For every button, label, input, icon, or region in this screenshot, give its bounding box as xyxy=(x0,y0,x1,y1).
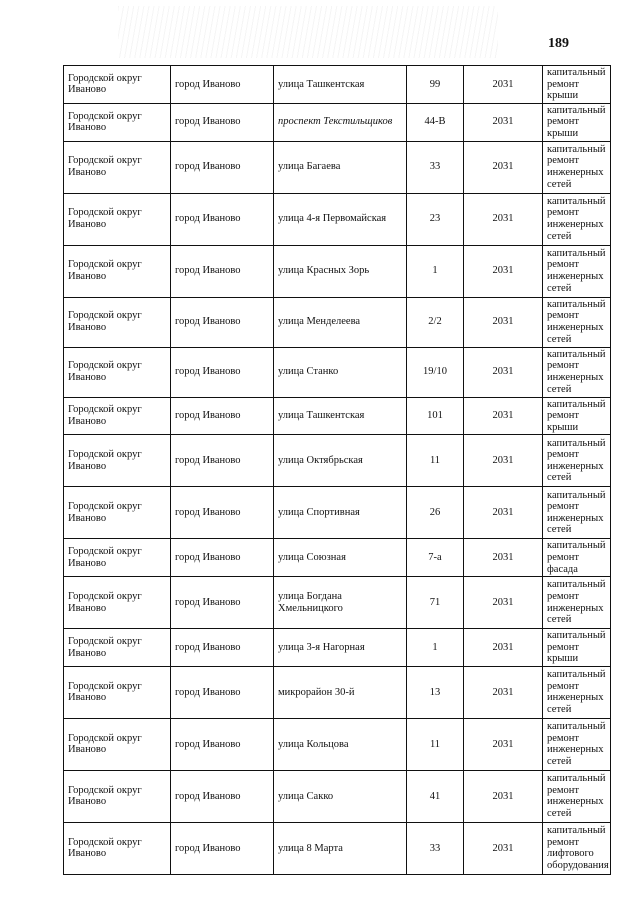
cell-district: Городской округ Иваново xyxy=(64,435,171,487)
cell-work-type: капитальный ремонт лифтового оборудования xyxy=(543,822,611,874)
cell-house-number: 1 xyxy=(407,629,464,667)
cell-work-type: капитальный ремонт инженерных сетей xyxy=(543,245,611,297)
repair-table xyxy=(63,65,611,875)
cell-house-number: 2/2 xyxy=(407,297,464,347)
cell-work-type: капитальный ремонт инженерных сетей xyxy=(543,666,611,718)
cell-year: 2031 xyxy=(464,66,543,104)
table-row xyxy=(64,435,611,487)
cell-district: Городской округ Иваново xyxy=(64,629,171,667)
cell-work-type: капитальный ремонт инженерных сетей xyxy=(543,435,611,487)
table-row xyxy=(64,193,611,245)
cell-house-number: 13 xyxy=(407,666,464,718)
table-row xyxy=(64,245,611,297)
cell-district: Городской округ Иваново xyxy=(64,666,171,718)
cell-street: улица Станко xyxy=(274,347,407,397)
cell-work-type: капитальный ремонт крыши xyxy=(543,397,611,435)
cell-city: город Иваново xyxy=(171,347,274,397)
cell-house-number: 101 xyxy=(407,397,464,435)
cell-district: Городской округ Иваново xyxy=(64,103,171,141)
cell-house-number: 41 xyxy=(407,770,464,822)
cell-house-number: 11 xyxy=(407,718,464,770)
cell-year: 2031 xyxy=(464,141,543,193)
cell-work-type: капитальный ремонт инженерных сетей xyxy=(543,347,611,397)
cell-street: улица Богдана Хмельницкого xyxy=(274,577,407,629)
cell-district: Городской округ Иваново xyxy=(64,193,171,245)
cell-year: 2031 xyxy=(464,718,543,770)
cell-district: Городской округ Иваново xyxy=(64,577,171,629)
cell-year: 2031 xyxy=(464,245,543,297)
cell-year: 2031 xyxy=(464,103,543,141)
cell-city: город Иваново xyxy=(171,103,274,141)
cell-house-number: 44-В xyxy=(407,103,464,141)
cell-district: Городской округ Иваново xyxy=(64,770,171,822)
cell-city: город Иваново xyxy=(171,66,274,104)
cell-street: улица Спортивная xyxy=(274,487,407,539)
cell-city: город Иваново xyxy=(171,629,274,667)
cell-city: город Иваново xyxy=(171,193,274,245)
cell-work-type: капитальный ремонт инженерных сетей xyxy=(543,770,611,822)
cell-street: улица 8 Марта xyxy=(274,822,407,874)
cell-year: 2031 xyxy=(464,347,543,397)
cell-house-number: 19/10 xyxy=(407,347,464,397)
cell-district: Городской округ Иваново xyxy=(64,539,171,577)
cell-street: улица Менделеева xyxy=(274,297,407,347)
cell-street: улица 3-я Нагорная xyxy=(274,629,407,667)
cell-house-number: 33 xyxy=(407,141,464,193)
scan-noise xyxy=(118,6,498,58)
cell-year: 2031 xyxy=(464,487,543,539)
cell-city: город Иваново xyxy=(171,487,274,539)
table-row xyxy=(64,629,611,667)
page-number: 189 xyxy=(548,36,569,51)
cell-street: улица Кольцова xyxy=(274,718,407,770)
cell-district: Городской округ Иваново xyxy=(64,141,171,193)
table-row xyxy=(64,297,611,347)
cell-street: улица Красных Зорь xyxy=(274,245,407,297)
cell-work-type: капитальный ремонт крыши xyxy=(543,103,611,141)
cell-city: город Иваново xyxy=(171,666,274,718)
table-row xyxy=(64,539,611,577)
cell-house-number: 1 xyxy=(407,245,464,297)
table-row xyxy=(64,103,611,141)
cell-city: город Иваново xyxy=(171,397,274,435)
cell-district: Городской округ Иваново xyxy=(64,245,171,297)
cell-city: город Иваново xyxy=(171,577,274,629)
table-row xyxy=(64,141,611,193)
cell-house-number: 11 xyxy=(407,435,464,487)
cell-work-type: капитальный ремонт инженерных сетей xyxy=(543,141,611,193)
cell-house-number: 33 xyxy=(407,822,464,874)
cell-city: город Иваново xyxy=(171,141,274,193)
cell-house-number: 71 xyxy=(407,577,464,629)
cell-district: Городской округ Иваново xyxy=(64,822,171,874)
cell-house-number: 7-а xyxy=(407,539,464,577)
cell-street: проспект Текстильщиков xyxy=(274,103,407,141)
cell-year: 2031 xyxy=(464,539,543,577)
cell-district: Городской округ Иваново xyxy=(64,397,171,435)
cell-house-number: 26 xyxy=(407,487,464,539)
cell-street: улица Сакко xyxy=(274,770,407,822)
cell-street: улица Ташкентская xyxy=(274,397,407,435)
table-row xyxy=(64,718,611,770)
cell-year: 2031 xyxy=(464,822,543,874)
table-row xyxy=(64,66,611,104)
cell-work-type: капитальный ремонт инженерных сетей xyxy=(543,297,611,347)
cell-street: улица Багаева xyxy=(274,141,407,193)
table-row xyxy=(64,666,611,718)
table-row xyxy=(64,397,611,435)
cell-work-type: капитальный ремонт крыши xyxy=(543,629,611,667)
cell-year: 2031 xyxy=(464,666,543,718)
cell-district: Городской округ Иваново xyxy=(64,297,171,347)
cell-year: 2031 xyxy=(464,435,543,487)
cell-district: Городской округ Иваново xyxy=(64,487,171,539)
cell-city: город Иваново xyxy=(171,297,274,347)
table-row xyxy=(64,347,611,397)
cell-city: город Иваново xyxy=(171,770,274,822)
cell-house-number: 99 xyxy=(407,66,464,104)
cell-work-type: капитальный ремонт крыши xyxy=(543,66,611,104)
cell-city: город Иваново xyxy=(171,435,274,487)
cell-house-number: 23 xyxy=(407,193,464,245)
cell-street: улица Союзная xyxy=(274,539,407,577)
cell-work-type: капитальный ремонт инженерных сетей xyxy=(543,577,611,629)
cell-city: город Иваново xyxy=(171,822,274,874)
cell-year: 2031 xyxy=(464,577,543,629)
cell-work-type: капитальный ремонт инженерных сетей xyxy=(543,193,611,245)
cell-district: Городской округ Иваново xyxy=(64,718,171,770)
cell-year: 2031 xyxy=(464,629,543,667)
cell-street: улица Ташкентская xyxy=(274,66,407,104)
cell-year: 2031 xyxy=(464,297,543,347)
cell-city: город Иваново xyxy=(171,539,274,577)
cell-street: улица Октябрьская xyxy=(274,435,407,487)
cell-year: 2031 xyxy=(464,770,543,822)
cell-district: Городской округ Иваново xyxy=(64,347,171,397)
cell-year: 2031 xyxy=(464,193,543,245)
cell-city: город Иваново xyxy=(171,718,274,770)
table-row xyxy=(64,770,611,822)
cell-year: 2031 xyxy=(464,397,543,435)
table-row xyxy=(64,487,611,539)
cell-street: микрорайон 30-й xyxy=(274,666,407,718)
cell-district: Городской округ Иваново xyxy=(64,66,171,104)
cell-work-type: капитальный ремонт инженерных сетей xyxy=(543,487,611,539)
cell-street: улица 4-я Первомайская xyxy=(274,193,407,245)
cell-work-type: капитальный ремонт фасада xyxy=(543,539,611,577)
cell-city: город Иваново xyxy=(171,245,274,297)
cell-work-type: капитальный ремонт инженерных сетей xyxy=(543,718,611,770)
table-row xyxy=(64,822,611,874)
table-row xyxy=(64,577,611,629)
